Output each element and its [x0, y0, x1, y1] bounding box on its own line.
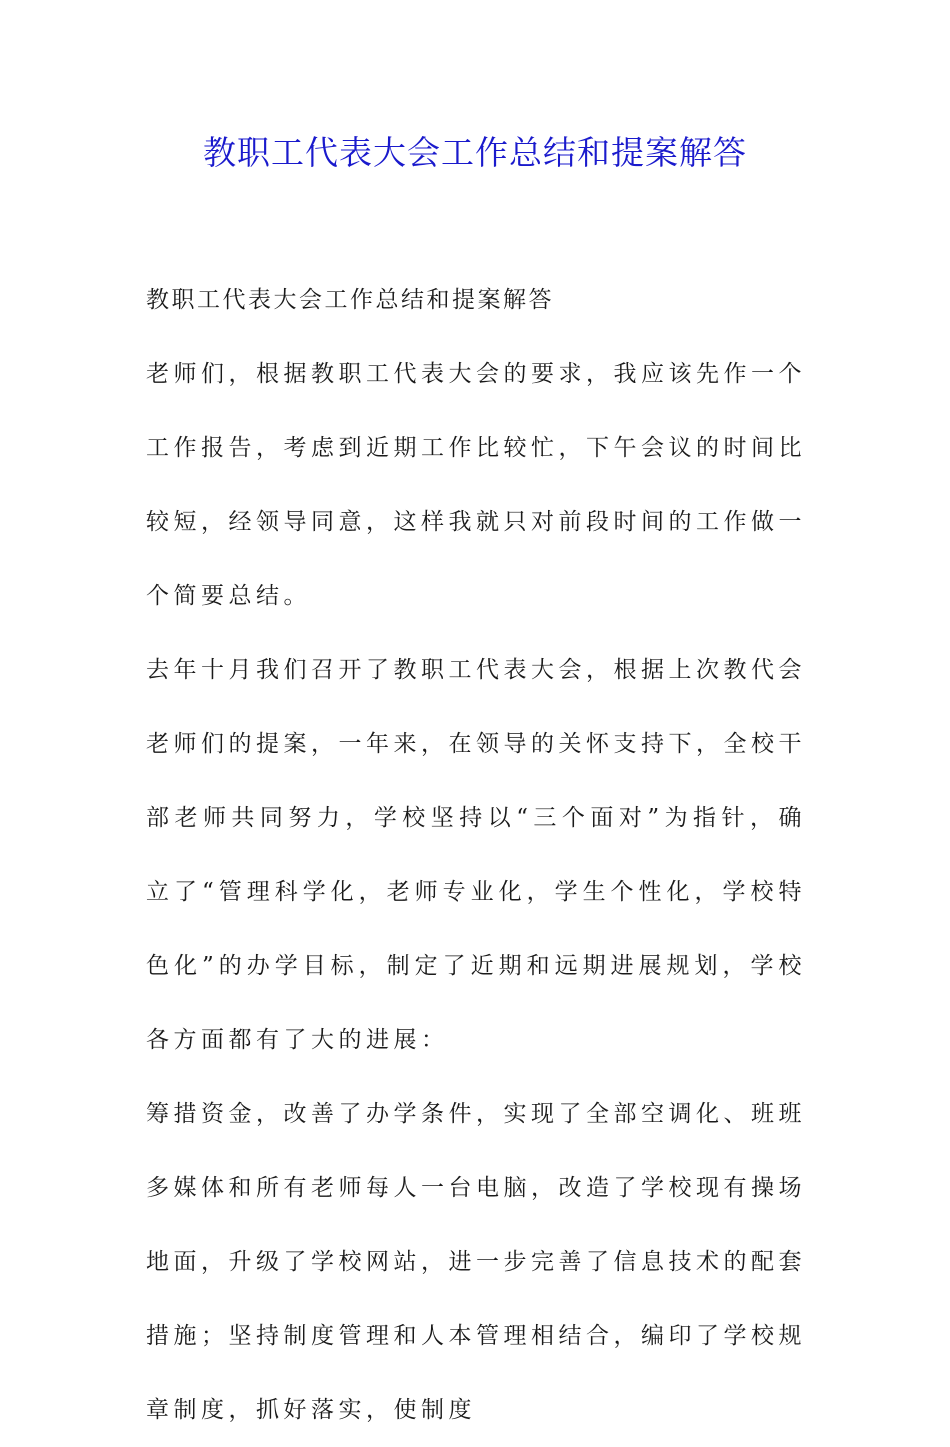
paragraph-3: 筹措资金，改善了办学条件，实现了全部空调化、班班多媒体和所有老师每人一台电脑，改造了学校现有操场地面，升级了学校网站，进一步完善了信息技术的配套措施；坚持制度管理和人本管理相结合，编印了学校规章制度，抓好落实，使制度 [146, 1101, 806, 1423]
document-title: 教职工代表大会工作总结和提案解答 [203, 133, 747, 172]
document-subtitle: 教职工代表大会工作总结和提案解答 [146, 287, 554, 313]
paragraph-2: 去年十月我们召开了教职工代表大会，根据上次教代会老师们的提案，一年来，在领导的关怀支持下，全校干部老师共同努力，学校坚持以“三个面对”为指针，确立了“管理科学化，老师专业化，学生个性化，学校特色化”的办学目标，制定了近期和远期进展规划，学校各方面都有了大的进展： [146, 657, 806, 1053]
paragraph-1: 老师们，根据教职工代表大会的要求，我应该先作一个工作报告，考虑到近期工作比较忙，下午会议的时间比较短，经领导同意，这样我就只对前段时间的工作做一个简要总结。 [146, 361, 806, 609]
document-body [146, 263, 806, 1447]
